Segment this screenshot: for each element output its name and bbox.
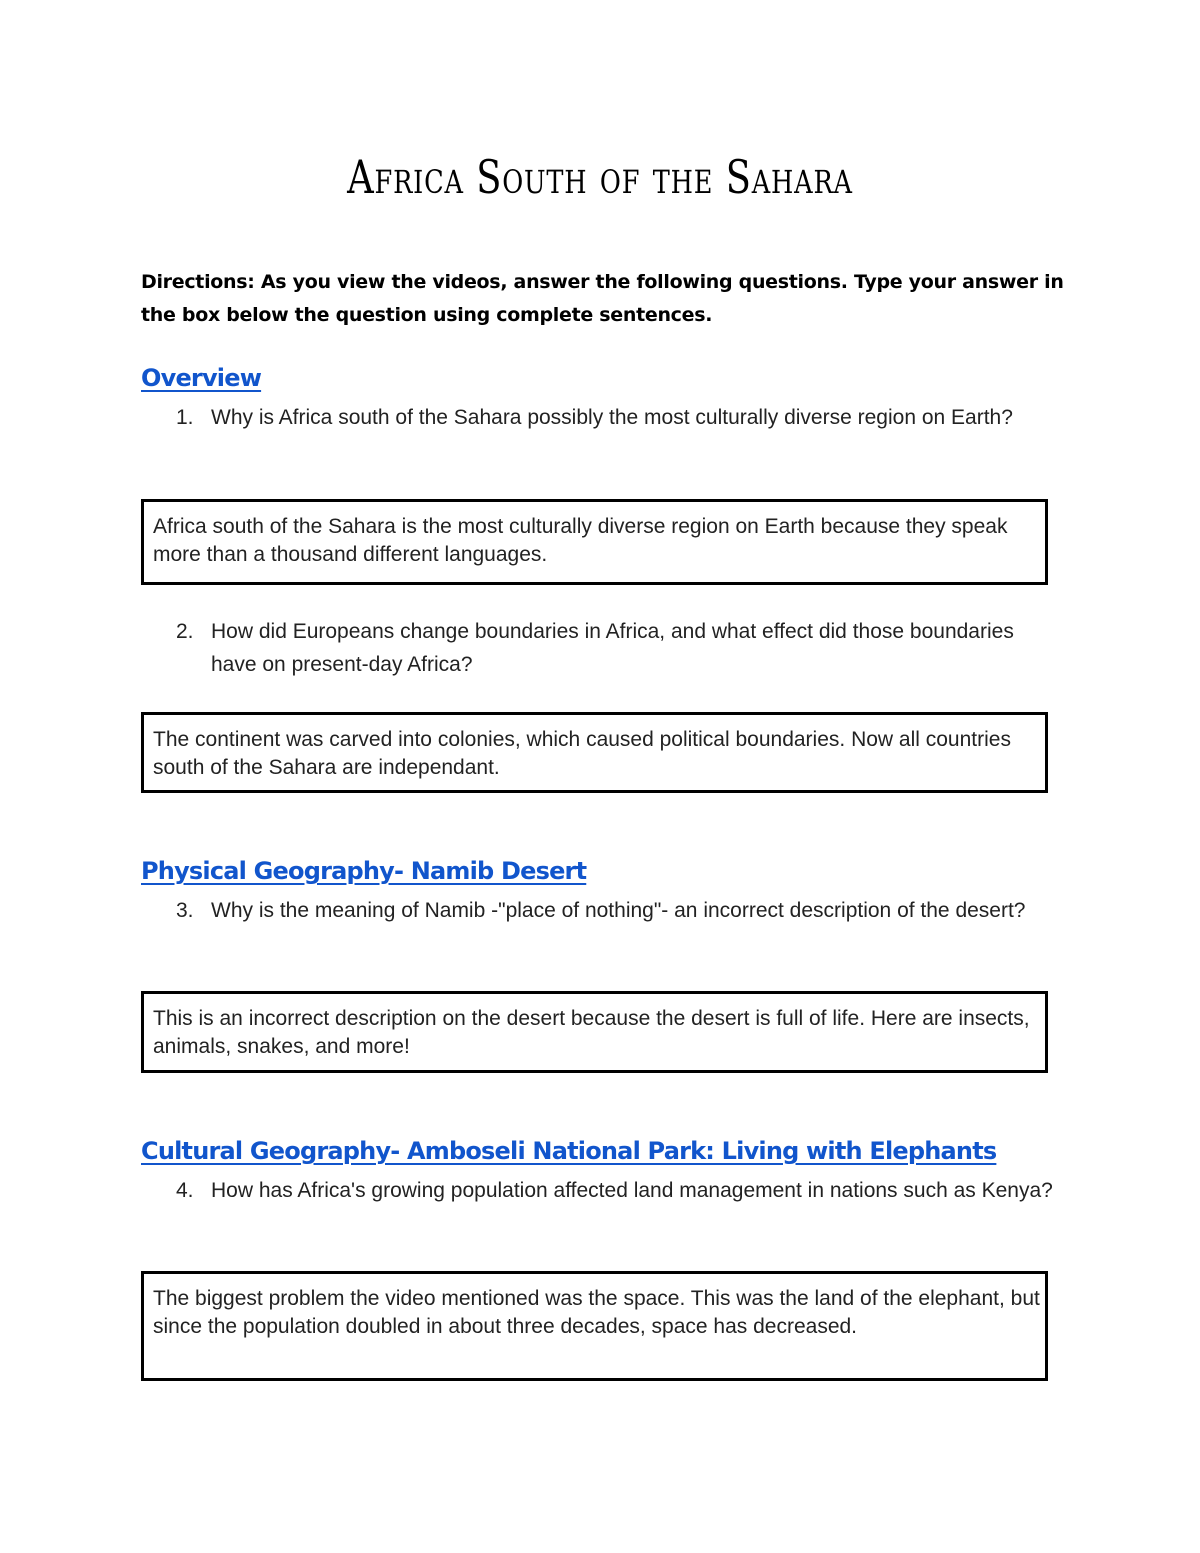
question-number: 3. — [176, 899, 194, 922]
question-4 — [176, 1174, 1056, 1207]
section-heading-physical-geography[interactable]: Physical Geography- Namib Desert — [141, 857, 587, 885]
answer-box-1[interactable]: Africa south of the Sahara is the most culturally diverse region on Earth because they speak more than a thousand different languages. — [141, 499, 1048, 585]
question-1 — [176, 401, 1056, 434]
section-heading-overview[interactable]: Overview — [141, 364, 262, 392]
question-text: How has Africa's growing population affected land management in nations such as Kenya? — [211, 1179, 1053, 1202]
question-number: 1. — [176, 406, 194, 429]
question-text: Why is Africa south of the Sahara possibly the most culturally diverse region on Earth? — [211, 406, 1013, 429]
section-heading-cultural-geography[interactable]: Cultural Geography- Amboseli National Park: Living with Elephants — [141, 1137, 997, 1165]
question-number: 4. — [176, 1179, 194, 1202]
page-title: Africa South of the Sahara — [347, 150, 853, 204]
answer-box-2[interactable]: The continent was carved into colonies, which caused political boundaries. Now all countries south of the Sahara are independant. — [141, 712, 1048, 793]
directions-text: Directions: As you view the videos, answer the following questions. Type your answer in the box below the question using complete sentences. — [141, 271, 1064, 326]
question-2 — [176, 615, 1056, 681]
question-number: 2. — [176, 620, 194, 643]
question-text: How did Europeans change boundaries in Africa, and what effect did those boundaries have on present-day Africa? — [211, 620, 1014, 676]
answer-box-3[interactable]: This is an incorrect description on the desert because the desert is full of life. Here are insects, animals, snakes, and more! — [141, 991, 1048, 1073]
answer-box-4[interactable]: The biggest problem the video mentioned was the space. This was the land of the elephant, but since the population doubled in about three decades, space has decreased. — [141, 1271, 1048, 1381]
question-text: Why is the meaning of Namib -"place of nothing"- an incorrect description of the desert? — [211, 899, 1026, 922]
question-3 — [176, 894, 1056, 927]
